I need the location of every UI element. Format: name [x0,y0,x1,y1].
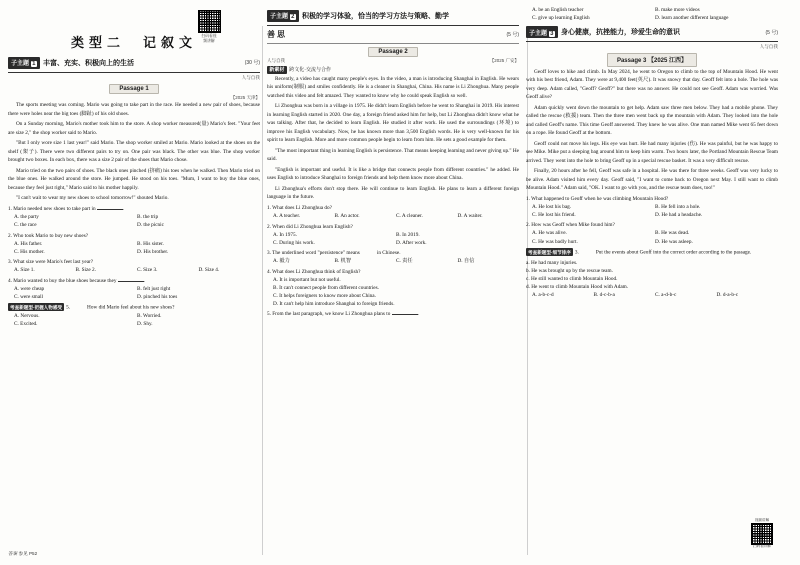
option[interactable]: A. His father. [14,240,43,247]
option[interactable]: A. a-b-c-d [532,292,554,299]
passage-genre [267,66,519,73]
option[interactable]: B. Worried. [137,312,162,319]
option-list [532,291,778,299]
option[interactable]: D. Shy. [137,321,153,327]
option[interactable]: C. During his work. [273,239,315,246]
passage-paragraph: Finally, 20 hours after he fell, Geoff was safe in a hospital. He was there for three weeks. Geoff was very lucky to be alive. Adam visited him every day. Geoff said, "I want to come back to Oregon next May. I still want to climb Mountain Hood." Adam said, "OK. I want to go with you, and the rescue team does, too!" [526,168,778,192]
passage-paragraph: Geoff could not move his legs. His eye was hurt. He had many injuries (伤). He was painful, but he was happy to see Mike. Mike put a sleeping bag around him to keep him warm. Two hours later, the Portland Mountain Rescue Team arrived. They went into the hole to bring Geoff up in a special rescue basket. It was a very difficult rescue. [526,140,778,164]
option[interactable]: D. d-a-b-c [716,292,739,299]
option[interactable]: A. A teacher. [273,213,301,220]
question-stem: 4. Mario wanted to buy the blue shoes because they . [8,277,146,284]
option[interactable]: B. make more videos [655,7,700,13]
option-list [532,229,778,245]
passage-paragraph: Mario tried on the two pairs of shoes. The black ones pinched (挤痛) his toes when he walked. Then Mario tried on the blue ones. He walked around the store. He jumped. He stood on his toes. "Mum, I want to buy the blue ones, because they feel just right," Mario said to his mother happily. [8,167,260,191]
option[interactable]: D. A waiter. [457,213,483,220]
option[interactable]: B. In 2019. [396,231,420,238]
passage-source: 【2025 广安】 [489,57,519,63]
option[interactable]: A. He lost his bag. [532,203,572,210]
page-title: 类型二 记叙文 [70,35,197,50]
option[interactable]: A. In 1975. [273,231,297,238]
option[interactable]: C. 责任 [396,258,413,265]
question-type-badge: 考查新题型·把握人物感受 [10,304,63,310]
passage-paragraph: Geoff loves to hike and climb. In May 2024, he went to Oregon to climb to the top of Mountain Hood. He went with his best friend, Adam. They were at 9,400 feet(英尺). It was snowy that day. Geoff felt into a hole. The hole was very deep. Adam called, "Geoff? Geoff?" but there was no answer. He could not see Geoff. Adam was worried. Was Geoff alive? [526,68,778,101]
option[interactable]: D. He had a headache. [655,212,703,219]
option[interactable]: A. Nervous. [14,312,40,319]
option[interactable]: C. Excited. [14,321,38,327]
option[interactable]: C. Size 3. [137,267,158,274]
column-divider [262,26,263,555]
passage-source: 【2025 天津】 [230,95,260,101]
footer-prefix: 答案 [8,551,18,556]
passage-paragraph: On a Sunday morning, Mario's mother took him to the store. A shop worker measured(量) Mario's feet. "Your feet are size 2," the shop worker said to Mario. [8,121,260,136]
question-stem: 4. What does Li Zhonghua think of English? [267,268,361,275]
question-stem: 2. How was Geoff when Mike found him? [526,222,615,229]
section-heading-2 [267,29,519,40]
qr-caption-line1: 视频讲解 [754,517,770,522]
option[interactable]: B. An actor. [334,213,360,220]
option-list [14,285,260,301]
option-list [273,231,519,247]
option[interactable]: D. Size 4. [198,267,220,274]
option[interactable]: C. He lost his friend. [532,212,576,219]
passage-name: Passage 2 [368,47,417,57]
option[interactable]: C. He was badly hurt. [532,238,578,245]
divider-rule [526,41,778,42]
qr-caption-line2: 扫码看详解 [753,544,771,549]
order-item: d. He went to climb Mountain Hood with Adam. [526,284,629,290]
passage-paragraph: "But I only wore size 1 last year!" said Mario. The shop worker smiled at Mario. Mario looked at the shoes on the shelf (架子). There were two different pairs to try on. One pair was black. The other was blue. The shop worker brought two boxes. In each box, there was a size 2 pair of the shoes that Mario chose. [8,140,260,164]
option[interactable]: D. It can't help him introduce Shanghai to foreign friends. [273,301,395,308]
passage-paragraph: "I can't wait to wear my new shoes to school tomorrow!" shouted Mario. [16,195,169,202]
option-list [14,213,260,229]
subtheme-title: 丰富、充实、积极向上的生活 [43,59,135,67]
column-3 [526,6,778,555]
option[interactable]: C. It helps foreigners to know more about China. [273,292,376,299]
option[interactable]: D. He was asleep. [655,238,693,245]
qr-code-image [198,10,221,33]
option[interactable]: A. 毅力 [273,258,290,265]
question-item [8,303,260,328]
subtheme-meta: 人与自我 [759,44,778,50]
option[interactable]: C. were small [14,293,44,300]
subtheme-header-3 [526,26,778,38]
question-item [267,204,519,220]
option[interactable]: A. be an English teacher [532,7,584,13]
subtheme-meta: 人与自我 [241,74,260,80]
question-stem: 考查新题型·细节排序 3. Put the events about Geoff into the correct order according to the passage. [528,249,752,256]
question-stem: 2. Who took Mario to buy new shoes? [8,232,89,239]
option[interactable]: C. give up learning English [532,15,590,22]
option[interactable]: D. After work. [396,239,427,246]
question-stem: 3. What size were Mario's feet last year? [8,259,94,266]
option-list [14,312,260,328]
divider-rule [267,25,519,26]
answer-blank[interactable] [118,281,144,282]
option[interactable]: B. the trip [137,214,159,221]
option-list [532,203,778,219]
option[interactable]: D. pinched his toes [137,293,178,300]
subtheme-header-2 [267,10,519,22]
option[interactable]: C. a-d-b-c [655,292,677,299]
question-item [267,268,519,309]
question-stem: 1. Mario needed new shoes to take part in . [8,206,125,213]
question-stem: 考查新题型·把握人物感受 5. How did Mario feel about his new shoes? [10,304,175,311]
passage-paragraph: "The most important thing in learning English is persistence. That means keeping learning and never giving up." He said. [267,147,519,163]
option[interactable]: A. the party [14,214,39,221]
question-item [8,277,260,301]
option-list [273,276,519,309]
subtheme-tag: 子主题 3 [526,26,558,38]
option[interactable]: C. His mother. [14,248,45,255]
question-item [8,258,260,274]
option[interactable]: A. Size 1. [14,267,35,274]
passage-paragraph: Li Zhonghua was born in a village in 1975. He didn't learn English before he went to Shanghai in 2019. His interest in learning English started in 2020. One day, a foreign friend asked him for help, but Li Zhonghua didn't know what he was talking. After that, he decided to learn English. He studied it after work. He used the surroundings (环境) to improve his English vocabulary. Now, he has known more than 3,500 English words. He is very well-known for his spirit to learn English. More and more common people begin to learn from him. He sets a good example for them. [267,103,519,144]
option[interactable]: B. 机智 [334,258,352,265]
subtheme-tag: 子主题 1 [8,57,40,69]
qr-code-bottom[interactable] [748,518,776,549]
option-list [14,240,260,256]
option[interactable]: C. A cleaner. [396,213,423,220]
genre-text: 跨文化·交流与合作 [289,66,331,73]
option-list [273,257,519,265]
order-item: c. He still wanted to climb Mountain Hood. [526,275,618,282]
option[interactable]: C. the race [14,222,37,229]
qr-code-top[interactable] [194,10,224,44]
passage-name: Passage 3 【2025 江西】 [607,53,697,66]
divider-rule [8,72,260,73]
option[interactable]: B. He was dead. [655,230,690,237]
subtheme-title: 身心健康，抗挫能力，珍爱生命的意识 [561,29,681,37]
footer-answer-note [8,551,37,557]
qr-label-line1: 扫码看视 [201,34,217,38]
divider-rule [267,43,519,44]
passage-2-source-row [267,58,519,64]
passage-2-header [267,47,519,57]
genre-chip: 新素材 [267,66,287,74]
subtheme-header-1 [8,57,260,69]
option-list [14,266,260,274]
passage-paragraph: Li Zhonghua's efforts don't stop there. He will continue to learn English. He plans to learn a different foreign language in the future. [267,185,519,201]
passage-paragraph: "English is important and useful. It is like a bridge that connects people from different countries." he added. He uses English to introduce Shanghai to foreign friends and help them know more about China. [267,166,519,182]
passage-paragraph: Recently, a video has caught many people's eyes. In the video, a man is introducing Shanghai in English. He wears his uniform(制服) and smiles confidently. He is a cleaner in Shanghai, China. His name is Li Zhonghua. Many people watched this video and felt amazed. They wanted to know why he could speak English so well. [267,75,519,99]
option-list [273,212,519,220]
order-item: a. He had many injuries. [526,259,578,266]
option-list-continued [532,6,778,22]
question-stem: 1. What happened to Geoff when he was climbing Mountain Hood? [526,195,669,202]
option[interactable]: B. d-c-b-a [593,292,615,299]
question-item [267,223,519,247]
option[interactable]: B. He fell into a hole. [655,203,701,210]
question-item [526,195,778,219]
option[interactable]: B. His sister. [137,240,164,247]
passage-name: Passage 1 [109,84,158,94]
section-heading-label: 善思 [267,29,287,39]
option[interactable]: A. It is important but not useful. [273,276,341,283]
qr-label-line2: 频讲解 [203,39,215,44]
option[interactable]: A. were cheap [14,285,45,292]
column-2 [267,6,519,555]
question-item [526,221,778,245]
order-item: b. He was brought up by the rescue team. [526,267,613,274]
subtheme-score: (30 号) [244,60,260,67]
question-item [526,248,778,299]
answer-blank[interactable] [392,314,418,315]
subtheme-tag: 子主题 2 [267,10,299,22]
question-stem: 1. What does Li Zhonghua do? [267,205,332,212]
answer-blank[interactable] [97,209,123,210]
question-item [267,310,519,318]
subtheme-title: 积极的学习体验，恰当的学习方法与策略、勤学 [302,12,450,20]
passage-3-header [526,53,778,66]
question-stem: 5. From the last paragraph, we know Li Zhonghua plans to . [267,311,419,318]
option[interactable]: D. 自信 [457,258,475,265]
passage-meta: 人与自我 [267,57,285,63]
option[interactable]: B. Size 2. [75,267,96,274]
option[interactable]: D. learn another different language [655,15,729,22]
subtheme-score: (5 号) [765,29,778,36]
qr-code-image [751,523,773,545]
question-stem: 2. When did Li Zhonghua learn English? [267,223,353,230]
option[interactable]: B. It can't connect people from different countries. [273,284,379,291]
option[interactable]: A. He was alive. [532,230,567,237]
passage-paragraph: Adam quickly went down the mountain to get help. Adam saw three men below. They had a mobile phone. They called the rescue (救援) team. Then the three men went back up the mountain with Adam. They looked into the hole and called Geoff's name. This time Geoff answered. They knew he was alive. One man named Mike went 65 feet down on a rope. He found Geoff at the bottom. [526,104,778,137]
footer-page-ref: 参见 P52 [18,551,38,556]
column-1 [8,6,260,555]
question-type-badge: 考查新题型·细节排序 [528,249,571,255]
section-heading-score: (5 号) [506,31,519,38]
option[interactable]: B. felt just right [137,285,171,292]
question-item [267,249,519,265]
passage-paragraph: The sports meeting was coming. Mario was going to take part in the race. He needed a new pair of shoes, because there were holes near the big toes (脚趾) of his old shoes. [8,102,260,117]
question-item [8,205,260,229]
option[interactable]: D. the picnic [137,222,164,229]
passage-1-header [8,84,260,94]
option[interactable]: D. His brother. [137,248,169,255]
question-stem: 3. The underlined word "persistence" means in Chinese. [267,250,401,257]
question-item [8,232,260,256]
order-item-list [526,259,778,292]
